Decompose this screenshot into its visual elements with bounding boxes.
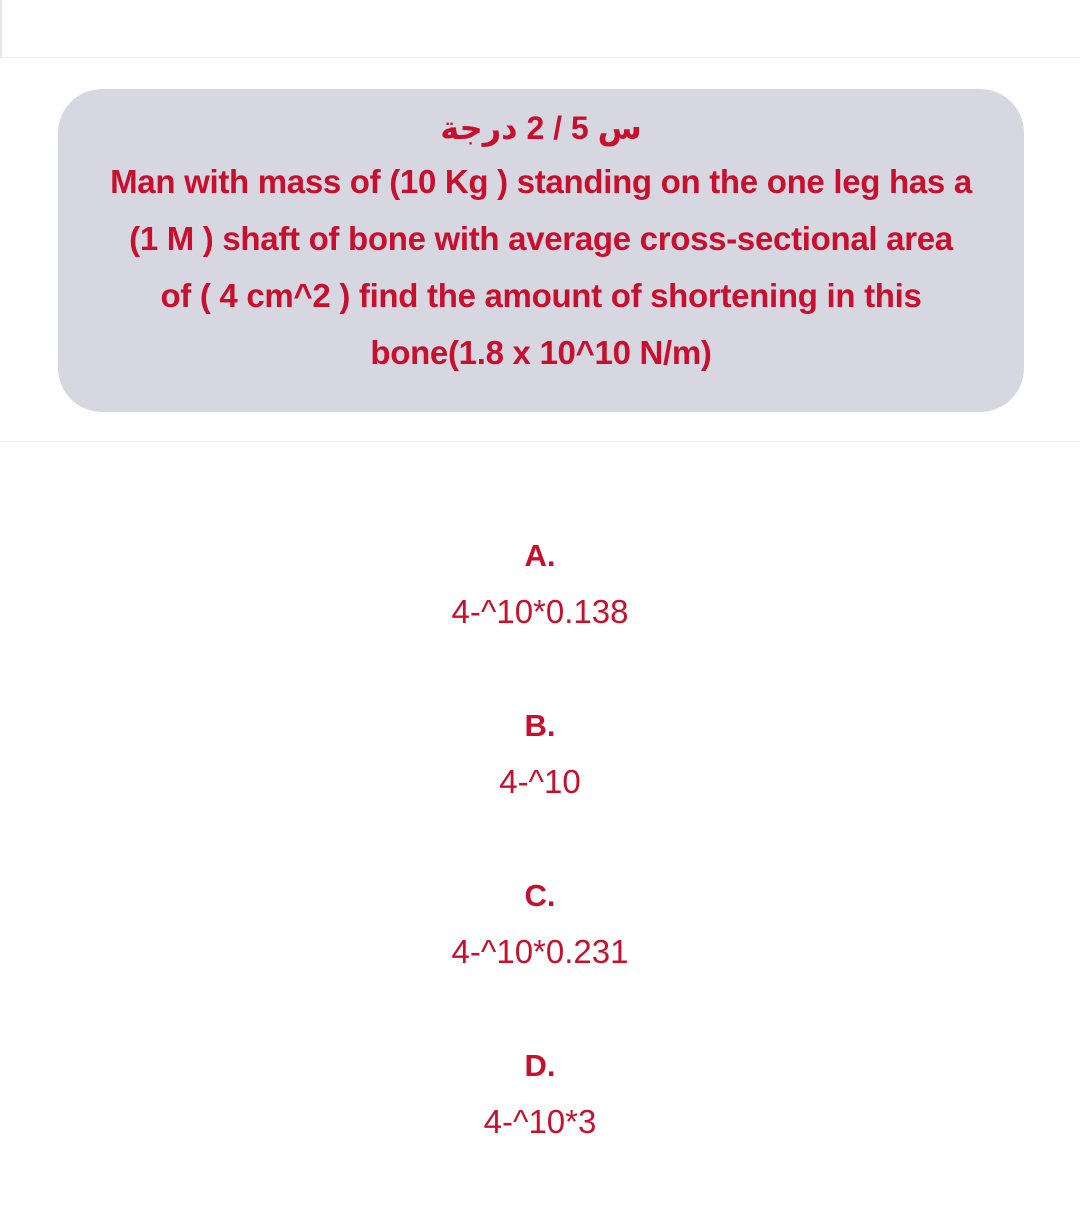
question-line: (1 M ) shaft of bone with average cross-sectional area <box>129 220 953 257</box>
option-value: 4-^10*3 <box>483 1103 597 1140</box>
option-letter: C. <box>524 878 556 913</box>
option-value: 4-^10 <box>499 763 581 800</box>
option-value: 4-^10*0.231 <box>451 933 629 970</box>
question-line: of ( 4 cm^2 ) find the amount of shortening in this <box>160 277 922 314</box>
question-line: Man with mass of (10 Kg ) standing on the one leg has a <box>110 163 972 200</box>
option-c[interactable] <box>0 872 1080 1042</box>
question-line: bone(1.8 x 10^10 N/m) <box>370 334 712 371</box>
question-card <box>58 89 1024 412</box>
option-a[interactable] <box>0 532 1080 702</box>
answer-options <box>0 532 1080 1212</box>
top-strip <box>0 0 1080 58</box>
option-value: 4-^10*0.138 <box>451 593 629 630</box>
option-letter: B. <box>524 708 556 743</box>
option-d[interactable] <box>0 1042 1080 1212</box>
question-header: س 5 / 2 درجة <box>440 110 642 146</box>
option-letter: A. <box>524 538 556 573</box>
option-letter: D. <box>524 1048 556 1083</box>
section-divider <box>0 441 1080 442</box>
option-b[interactable] <box>0 702 1080 872</box>
question-text <box>58 153 1024 381</box>
